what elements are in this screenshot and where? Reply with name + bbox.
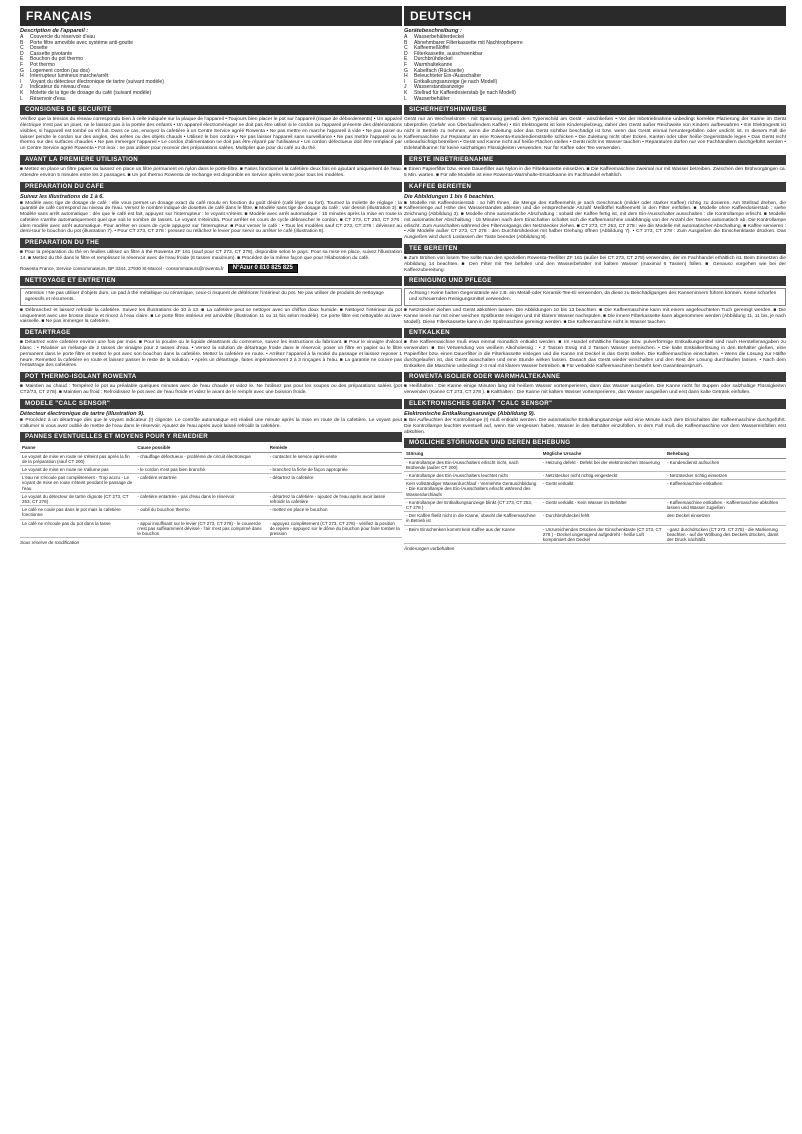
part-label: Wasserstandsanzeige [414, 84, 464, 91]
table-row [404, 525, 786, 544]
part-letter: E [20, 56, 24, 63]
table-cell: - chauffage défectueux - problème de circuit électronique [135, 452, 267, 465]
section-descaling: ENTKALKEN [404, 328, 786, 338]
table-cell: Le voyant du détecteur de tartre clignote (CT 273, CT 253, CT 278) [20, 492, 135, 505]
part-letter: J [404, 84, 407, 91]
table-cell: - appui insuffisant sur le levier (CT 273, CT 278) - le couvercle n'est pas suffisamment dévissé - l'air n'est pas comprimé dans le bouchon [135, 519, 267, 538]
part-label: Cassette pivotante [30, 50, 73, 57]
table-cell: - Unzureichendes Drücken der Einschenktaste (CT 273, CT 278 ) - Deckel ungenügend aufgedreht - heiße Luft komprimiert den Deckel [541, 525, 665, 544]
table-row [404, 458, 786, 471]
language-header: FRANÇAIS [20, 6, 402, 26]
table-cell: - Kontrollampe des Ein-/Ausschalters leuchtet nicht [404, 472, 541, 480]
table-cell: - mettez en place le bouchon [268, 506, 402, 519]
part-label: Porte filtre amovible avec système anti-goutte [30, 39, 134, 46]
coffee-subtitle: Die Abbildungen 1 bis 6 beachten. [404, 193, 495, 200]
table-cell: - détartrez la cafetière - ajoutez de l'eau après avoir laissé refroidir la cafetière [268, 492, 402, 505]
part-letter: F [404, 61, 408, 68]
coffee-subtitle: Suivez les illustrations de 1 à 6. [20, 193, 104, 200]
part-letter: E [404, 56, 408, 63]
calc-subtitle: Elektronische Entkalkungsanzeige (Abbildung 9). [404, 411, 536, 418]
part-label: Molette de la tige de dosage du café (suivant modèle) [30, 89, 152, 96]
footnote: Änderungen vorbehalten [404, 546, 455, 552]
table-cell: - ganz durchdrücken (CT 273, CT 278) - die Markierung beachten - auf die Wölbung des Deckels drücken, damit der Druck nachläßt. [665, 525, 786, 544]
cleaning-attention: Attention ! Ne pas utiliser d'objets durs, un pad à thé métallique ou céramique, ceux-ci risquent de détériorer l'intérieur du pot. Ne pas utiliser de produits de nettoyage agressifs et récurrents. [20, 288, 402, 306]
part-label: Entkalkungsanzeige (je nach Modell) [414, 78, 498, 85]
section-thermo-pot: POT THERMO-ISOLANT ROWENTA [20, 372, 402, 382]
section-tea: PREPARATION DU THE [20, 238, 402, 248]
table-cell: - Netzstecker nicht richtig eingesteckt [541, 472, 665, 480]
tea-text: ■ Pour la préparation du thé en feuilles utilisez un filtre à thé Rowenta ZF 161 (sauf pour CT 273, CT 278), disponible selon le pays. Pour sa mise en place, suivez l'illustration 14. ■ Mettez du thé dans le filtre et remplissez le réservoir avec de l'eau froide (6 tasses maximum). ■ Procédez de la même façon que pour l'élaboration du café. [20, 250, 402, 262]
table-row [404, 498, 786, 511]
table-row [20, 466, 402, 474]
part-letter: C [404, 45, 408, 52]
part-label: Wasserbehälterdeckel [414, 34, 465, 40]
part-label: Voyant du détecteur électronique de tartre (suivant modèle) [30, 78, 164, 85]
cleaning-text: ■ Netzstecker ziehen und Gerät abkühlen lassen. Die Abbildungen 10 bis 13 beachten. ■ Die Kaffeemaschine kann mit einem angefeuchteten Tuch gereinigt werden. ■ Die Kanne innen nur mit einer weichen Spülbürste reinigen und mit klarem Wasser nachspülen. ■ Die innere Filterkassette kann abgenommen werden (Abbildung 11, 11 bis, je nach Modell). Diese Filterkassette kann in der Spülmaschine gereinigt werden. ■ Die Kaffeemaschine nicht in Wasser tauchen. [404, 308, 786, 325]
part-letter: L [404, 95, 407, 102]
part-letter: H [20, 73, 24, 80]
part-letter: I [404, 78, 406, 85]
part-letter: B [20, 39, 24, 46]
part-label: Kabelfach (Rückseite) [414, 67, 464, 74]
part-letter: A [20, 34, 24, 40]
calc-text: ■ Bei Aufleuchten der Kontrollampe (I) muß entkalkt werden. Die automatische Entkalkungsanzeige wird eine Minute nach dem Einschalten der Kaffeemaschine durchgeführt. Die Kontrollampe leuchtet eventuell auf, wenn Sie vergessen haben, Wasser in den Behälter einzufüllen. In dem Fall muß die Kaffeemaschine vor dem Wassereinfüllen erst abkühlen. [404, 418, 786, 435]
part-label: Abnehmbarer Filterkassette mit Nachtropfsperre [414, 39, 523, 46]
description-title: Gerätebeschreibung : [404, 28, 462, 34]
table-cell: Le café ne s'écoule pas du pot dans la tasse [20, 519, 135, 538]
safety-text: Gerät nur an Wechselstrom - mit Spannung gemäß dem Typenschild am Gerät - anschließen • Vor der Inbetriebnahme unbedingt korrekte Plazierung der Kanne im Gerät überprüfen (Gefahr von Überlaufendem Kaffee) • Ein Elektrogerät ist kein Kinderspielzeug, daher den Gerät außer Reichweite von Kindern aufbewahren • Ein Elektrogerät ist nicht in Betrieb zu nehmen, wenn die Zuleitung oder das Gerät sichtbar beschädigt ist bzw. wenn das Gerät einmal heruntergefallen oder undicht ist. In diesem Fall die Kaffeemaschine zur Reparatur an eine Rowenta-Kundendienststelle schicken • Die Zuleitung nicht über Ecken, Kanten oder über heiße Gegenstände legen • Das Gerät nicht unbeaufsichtigt betreiben • Gerät und Kanne nicht auf heiße Flächen stellen • Gerät nicht ins Wasser tauchen • Reparaturen dürfen nur von Fachhändlern durchgeführt werden • Edelstahlkanne: für keine salzhaltigen Flüssigkeiten verwenden. Nur für Kaffee oder Tee verwenden. [404, 117, 786, 152]
section-safety: CONSIGNES DE SECURITE [20, 105, 402, 115]
table-header: Remède [268, 444, 402, 452]
section-troubleshooting: MÖGLICHE STÖRUNGEN UND DEREN BEHEBUNG [404, 438, 786, 448]
part-letter: C [20, 45, 24, 52]
table-cell: - le cordon n'est pas bien branché [135, 466, 267, 474]
table-cell: - Kontrollampe der Entkalkungsanzeige blinkt (CT 273, CT 253, CT 278 ) [404, 498, 541, 511]
section-first-use: AVANT LA PREMIERE UTILISATION [20, 155, 402, 165]
part-letter: D [404, 50, 408, 57]
part-label: Pot thermo [30, 61, 55, 68]
table-cell: - Kundendienst aufsuchen [665, 458, 786, 471]
parts-list [404, 35, 786, 102]
table-cell: - cafetière entartrée [135, 474, 267, 493]
part-label: Beleuchteter Ein-/Ausschalter [414, 73, 482, 80]
table-cell: - Gerät verkalkt [541, 480, 665, 499]
part-label: Logement cordon (au dos) [30, 67, 90, 74]
part-label: Durchbrühdeckel [414, 56, 453, 63]
table-header: Behebung [665, 450, 786, 458]
coffee-text: ■ Modelle mit Kaffeedosierstab : so hilft Ihnen, die Menge des Kaffeemehls je nach Geschmack (milder oder starker Kaffee) richtig zu dosieren. Am Stellrad drehen, die Kaffeemenge auf Höhe des Wasserstandes ablesen und die entsprechende Anzahl Meßlöffel Kaffeemehl in den Filter einfüllen. ■ Modelle ohne Kaffeedosierstab : siehe Zeichnung (Abbildung 3). ■ Modelle ohne automatische Abschaltung : sobald der Kaffee fertig ist, mit dem Ein-/Ausschalter ausschalten : die Kontrollampe erlischt. ■ Modelle mit automatischer Abschaltung : 15 Minuten nach dem Einschalten schaltet sich die Kaffeemaschine unabhängig von der Anzahl der Tassen automatisch ab. Die Kontrollampe erlischt. Zum Ausschalten während des Filtervorgangs den Netzstecker ziehen. ■ CT 273, CT 253, CT 278 : wie die Modelle mit automatischer Abschaltung. ■ Kaffee servieren : • Alle Modelle außer CT 273, CT 278 : den Durchbrühdeckel mit halber Drehung öffnen (Abbildung 7). • CT 273, CT 278 : Zum Ausgießen die Einschenktaste drücken. Das Ausgießen wird durch Loslassen der Taste beendet (Abbildung 8). [404, 200, 786, 241]
section-troubleshooting: PANNES EVENTUELLES ET MOYENS POUR Y REMEDIER [20, 432, 402, 442]
table-cell: - détartrez la cafetière [268, 474, 402, 493]
cleaning-attention: Achtung ! Keine harten Gegenstände wie z.B. ein Metall-oder Keramik-Tee-Ei verwenden, da diese zu Beschädigungen des Kanneninnern führen können. Keine scharfen und scheuernden Reinigungsmittel verwenden. [404, 288, 786, 306]
part-label: Interrupteur lumineux marche/arrêt [30, 73, 109, 80]
descaling-text: ■ Ihre Kaffeemaschine muß etwa einmal monatlich entkalkt werden. ■ Im Handel erhältliche flüssige bzw. pulverförmige Entkalkungsmittel sind nach Herstellerangaben zu verwenden. ■ Bei Verwendung von weißem Alkoholessig : • 2 Tassen Essig mit 2 Tassen Wasser vermischen. • Die kalte Entkalkerlösung in den Behälter gießen, eine Papierfilter bzw. einen Dauerfilter in die Filterkassette einlegen und die Kanne mit Deckel in das Gerät stellen. Die Kaffeemaschine einschalten. • Wenn die Lösung zur Hälfte durchgelaufen ist, das Gerät ausschalten und eine Stunde wirken lassen. Danach das Gerät wieder einschalten und den Rest der Lösung durchlaufen lassen. • Nach dem Entkalken die Maschine unbedingt 2-3 mal mit klarem Wasser betreiben. ■ Für verkalkte Kaffeemaschinen besteht kein Garantieanspruch. [404, 340, 786, 369]
first-use-text: ■ Einen Papierfilter bzw. einen Dauerfilter aus Nylon in die Filterkassette einsetzen. ■ Die Kaffeemaschine zweimal nur mit Wasser betreiben. Zwischen den Brühvorgängen ca. 5 Min. warten. ■ Für alle Modelle ist eine Rowenta-Warmhalte-Ersatzkanne im Fachhandel erhältlich. [404, 166, 786, 178]
table-cell: - Heizung defekt - Defekt bei der elektronischen Steuerung [541, 458, 665, 471]
table-cell: - Netzstecker richtig einsetzen [665, 472, 786, 480]
hotline-badge: N°Azur 0 810 825 825 [228, 264, 298, 273]
table-header: Cause possible [135, 444, 267, 452]
part-letter: K [404, 89, 408, 96]
table-cell: den Deckel einsetzen [665, 512, 786, 525]
part-letter: A [404, 34, 408, 40]
table-cell: - Durchbrühdeckel fehlt [541, 512, 665, 525]
table-cell: - Kaffeemaschine entkalken - Kaffeemaschine abkühlen lassen und Wasser zugießen [665, 498, 786, 511]
section-coffee: KAFFEE BEREITEN [404, 182, 786, 192]
part-letter: K [20, 89, 24, 96]
table-cell: - cafetière entartrée - pas d'eau dans le réservoir [135, 492, 267, 505]
part-label: Couvercle du réservoir d'eau [30, 34, 95, 40]
table-cell: - Der Kaffee fließt nicht in die Kanne, obwohl die Kaffeemaschine in Betrieb ist [404, 512, 541, 525]
table-row [20, 474, 402, 493]
table-row [404, 512, 786, 525]
section-first-use: ERSTE INBETRIEBNAHME [404, 155, 786, 165]
hotline-text: Rowenta France, Service consommateurs, BP 3344, 27930 St-Marcel - consommateurs@rowenta.fr [20, 265, 224, 271]
safety-text: Vérifiez que la tension du réseau correspondu bien à celle indiquée sur la plaque de l'appareil • Toujours bien placer le pot sur l'appareil (risque de débordements) • Un appareil électrique n'est pas un jouet, ne le laissez pas à la portée des enfants • Un appareil électroménager ne doit pas être utilisé si le cordon ou l'appareil présente des détériorations visibles, si l'appareil est tombé ou s'il fuit. Dans ce cas, envoyez la cafetière à un Centre Service agréé Rowenta • Ne pas mettre en marche l'appareil à vide • Ne pas poser ou laisser pendre le cordon sur des angles, des arêtes ou des objets chauds • Utilisez le bon cordon • Ne pas laisser l'appareil sans surveillance • Ne pas mettre l'appareil ou le thermo sur des surfaces chaudes • Ne pas immerger l'appareil • Le cordon d'alimentation ne doit pas être réparé par l'utilisateur • Un cordon défectueux doit être remplacé par un Centre Service agréé Rowenta • Fot inox : ne pas utiliser pour recevoir des préparations salées. Multiplier que pour du café ou du thé. [20, 117, 402, 152]
parts-list [20, 35, 402, 102]
thermo-pot-text: ■ Maintien au chaud : Tempérez le pot au préalable quelques minutes avec de l'eau chaude et videz le. Ne l'utilisez pas pour les soupes ou des préparations salées (pot CT2/73, CT 278). ■ Maintien au froid : Refroidissez le pot avec de l'eau froide et videz le avant de le remplir avec une boisson froide. [20, 384, 402, 396]
part-letter: D [20, 50, 24, 57]
part-label: Warmhaltekanne [414, 61, 453, 68]
hotline [20, 264, 402, 273]
table-header: Mögliche Ursache [541, 450, 665, 458]
part-letter: G [404, 67, 408, 74]
table-cell: - Gerät verkalkt - Kein Wasser im Behälter [541, 498, 665, 511]
table-row [20, 492, 402, 505]
table-row [20, 506, 402, 519]
part-letter: G [20, 67, 24, 74]
table-cell: - Beim Einschenken kommt kein Kaffee aus der Kanne [404, 525, 541, 544]
table-cell: - branchez la fiche de façon appropriée [268, 466, 402, 474]
section-cleaning: REINIGUNG UND PFLEGE [404, 276, 786, 286]
part-label: Réservoir d'eau [30, 95, 66, 102]
part-label: Kaffeemeßlöffel [414, 45, 450, 52]
table-cell: - Kontrollampe des Ein-/Ausschalters erlischt nicht, nach Brühende (außer CT 200) [404, 458, 541, 471]
table-row [20, 452, 402, 465]
table-cell: - oubli du bouchon thermo [135, 506, 267, 519]
part-label: Bouchon du pot thermo [30, 56, 83, 63]
descaling-text: ■ Détartrez votre cafetière environ une fois par mois. ■ Pour la poudre ou le liquide détartrants du commerce, suivez les instructions du fabricant. ■ Pour le vinaigre d'alcool blanc : • Réaliser un mélange de 2 tasses de vinaigre pour 2 tasses d'eau. • Versez la solution de détartrage froide dans le réservoir, poser un filtre en papier ou le filtre permanent dans le porte filtre et mettez le pot avec son bouchon dans la cafetière. Mettez la cafetière en route. • Arrêtez l'appareil à la moitié du passage et laissez reposer 1 heure. Remettez la cafetière en route et laissez passer le reste de la solution. • Après un détartrage, faites impérativement 2 à 3 rinçages à l'eau. ■ La garantie ne couvre pas l'entartrage des cafetières. [20, 340, 402, 369]
section-calc-sensor: MODELE "CALC SENSOR" [20, 399, 402, 409]
table-row [404, 472, 786, 480]
part-letter: I [20, 78, 22, 85]
table-cell: Le voyant de mise en route ne s'éteint pas après la fin de la préparation (sauf CT 200) [20, 452, 135, 465]
part-label: Indicateur du niveau d'eau [30, 84, 90, 91]
part-item [404, 97, 786, 103]
table-cell: - Kaffeemaschine entkalken [665, 480, 786, 499]
footnote: Sous réserve de modification [20, 540, 80, 546]
part-letter: B [404, 39, 408, 46]
tea-text: ■ Zum Brühen von losem Tee sollte man den speziellen Rowenta-Teefilter ZF 161 (außer bei CT 273, CT 278) verwenden, der im Fachhandel erhältlich ist. Beim Einsetzen die Abbildung 14 beachten. ■ Den Filter mit Tee befüllen und den Wasserbehälter mit kaltem Wasser (maximal 6 Tassen) füllen. ■ Genauso vorgehen wie bei der Kaffeezubereitung. [404, 256, 786, 273]
section-coffee: PREPARATION DU CAFE [20, 182, 402, 192]
table-cell: - appuyez complètement (CT 273, CT 278) - vérifiez la position de repère - appuyez sur le dôme du bouchon pour faire tomber la pression [268, 519, 402, 538]
section-thermo-pot: ROWENTA ISOLIER ODER WARMHALTEKANNE [404, 372, 786, 382]
table-cell: Le voyant de mise en route ne s'allume pas [20, 466, 135, 474]
part-label: Dosette [30, 45, 48, 52]
section-safety: SICHERHEITSHINWEISE [404, 105, 786, 115]
language-header: DEUTSCH [404, 6, 786, 26]
troubleshooting-table [404, 450, 786, 544]
column-francais [20, 6, 402, 545]
part-letter: F [20, 61, 24, 68]
part-item [20, 97, 402, 103]
calc-subtitle: Détecteur électronique de tartre (illustration 9). [20, 410, 145, 417]
table-cell: - contactez le service après-vente [268, 452, 402, 465]
table-row [20, 519, 402, 538]
troubleshooting-table [20, 444, 402, 538]
part-letter: L [20, 95, 23, 102]
first-use-text: ■ Mettez en place un filtre papier ou laissez en place un filtre permanent en nylon dans le porte-filtre. ■ Faites fonctionner la cafetière deux fois en ajoutant uniquement de l'eau. Attendre environ 5 minutes entre les 2 passages. ■ Un pot thermo Rowenta de rechange est disponible en service après vente pour tous les modèles. [20, 166, 402, 178]
section-descaling: DETARTRAGE [20, 328, 402, 338]
column-deutsch [404, 6, 786, 551]
section-calc-sensor: ELEKTRONISCHES GERÄT "CALC SENSOR" [404, 399, 786, 409]
part-label: Filterkassette, ausschwenkbar [414, 50, 483, 57]
table-header: Panne [20, 444, 135, 452]
section-tea: TEE BEREITEN [404, 244, 786, 254]
section-cleaning: NETTOYAGE ET ENTRETIEN [20, 276, 402, 286]
description-title: Description de l'appareil : [20, 28, 89, 34]
part-label: Stellrad für Kaffeedosierstab (je nach Modell) [414, 89, 516, 96]
table-cell: Le café ne coule pas dans le pot mais la cafetière fonctionne [20, 506, 135, 519]
table-cell: Kein vollständiger Wasserdurchlauf - Vermehrte Geräuschbildung - Die Kontrollampe des Ein-/Ausschalters erlischt während des Wasserdurchlaufs [404, 480, 541, 499]
part-label: Wasserbehälter [414, 95, 450, 102]
part-letter: H [404, 73, 408, 80]
coffee-text: ■ Modèle avec tige de dosage de café : elle vous permet un dosage exact du café moulu en fonction du goût désiré (café léger ou fort). Tournez la molette de réglage : la quantité de café correspond au niveau de l'eau. Versez le nombre indiqué de dosettes de café dans le filtre. ■ Modèle sans tige de dosage du café : voir dessin (illustration 3). ■ Modèle sans arrêt automatique : dès que le café est fait, appuyez sur l'interrupteur : le voyant s'éteint. ■ Modèle avec arrêt automatique : 15 minutes après la mise en route la cafetière s'arrête automatiquement quel que soit le nombre de tasses. Le voyant s'éteindra. Pour arrêter en cours de cycle débrancher le cordon. ■ CT 273, CT 253, CT 278 : idem modèle avec arrêt automatique. Pour arrêter en cours de cycle appuyez sur l'interrupteur. ■ Pour verser le café : • Tous les modèles sauf CT 273, CT 278 : dévissez au demi-tour le bouchon du pot (illustration 7). • Pour CT 273, CT 278 : pressez ou relâchez le levier pour servir ou arrêter le café (illustration 8). [20, 200, 402, 235]
calc-text: ■ Procédez à un détartrage dès que le voyant indicateur (I) clignote. Le contrôle automatique est réalisé une minute après la mise en route de la cafetière. Le voyant peut s'allumer si vous avez oublié de mettre de l'eau dans le réservoir. Ajoutez de l'eau après avoir laissé refroidir la cafetière. [20, 417, 402, 429]
thermo-pot-text: ■ Heißhalten : Die Kanne einige Minuten lang mit heißem Wasser vortemperieren, dann das Wasser ausgießen. Die Kanne nicht für Suppen oder salzhaltige Flüssigkeiten verwenden (Kanne CT 273, CT 278 ). ■ Kalthalten : Die Kanne mit kaltem Wasser vortemperieren, das Wasser ausgießen und erst dann kalte Getränk einfüllen. [404, 384, 786, 396]
table-row [404, 480, 786, 499]
table-header: Störung [404, 450, 541, 458]
part-letter: J [20, 84, 23, 91]
table-cell: L'eau ne s'écoule pas complètement - Trop accru - Le voyant de mise en route s'éteint pendant le passage de l'eau [20, 474, 135, 493]
cleaning-text: ■ Débranchez et laissez refroidir la cafetière. Suivez les illustrations de 10 à 13. ■ La cafetière peut se nettoyer avec un chiffon doux humide. ■ Nettoyez l'intérieur du pot uniquement avec une brosse douce et rincez à l'eau claire. ■ Le porte filtre intérieur est amovible (illustration 11 ou 11 bis selon modèle). Ce porte filtre est nettoyable au lave-vaisselle. ■ Ne pas immerger la cafetière. [20, 307, 402, 325]
